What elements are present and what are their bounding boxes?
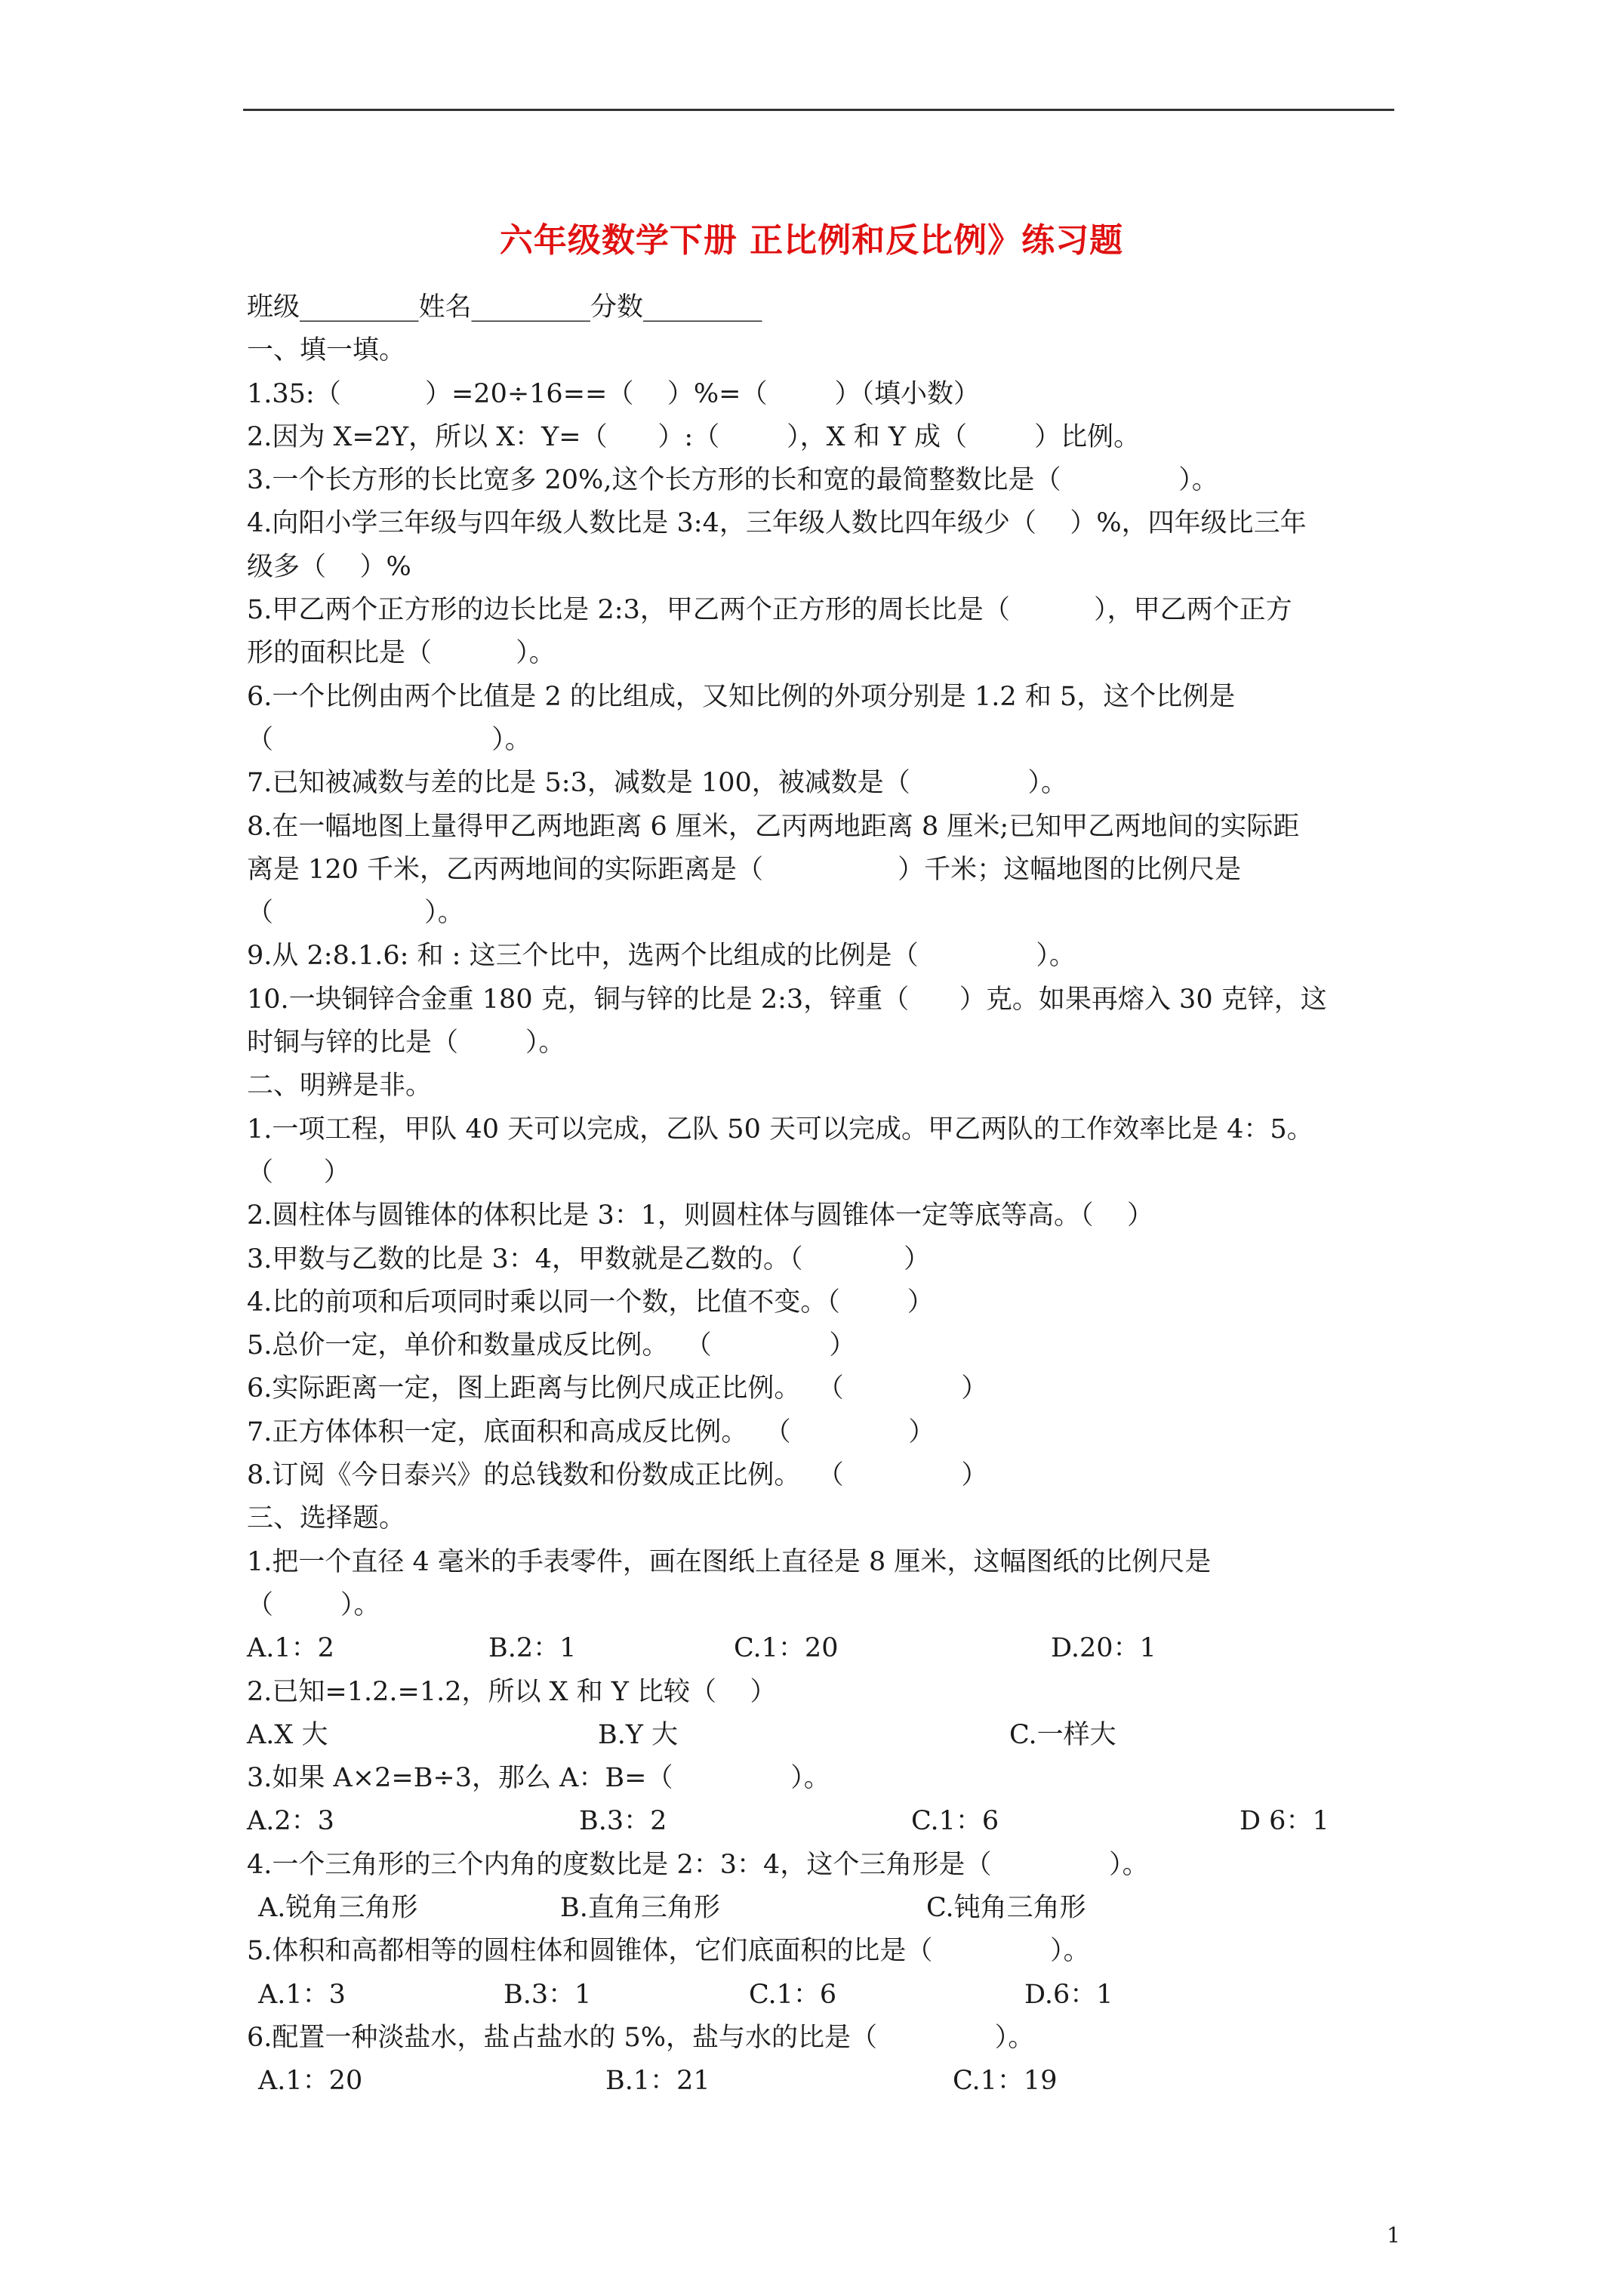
- question-2-7: 7.正方体体积一定，底面积和高成反比例。 （ ）: [247, 1416, 935, 1447]
- question-3-5-options: [247, 1974, 1397, 2017]
- question-1-6-cont: （ ）。: [247, 724, 531, 755]
- option-a: A.1：20: [258, 2066, 363, 2097]
- question-3-1-cont: （ ）。: [247, 1589, 380, 1620]
- document-body: [247, 286, 1397, 2103]
- question-3-6-options: [247, 2060, 1397, 2103]
- question-3-4-options: [247, 1887, 1397, 1930]
- question-3-2: 2.已知=1.2.=1.2，所以 X 和 Y 比较（ ）: [247, 1676, 777, 1707]
- header-rule: [243, 109, 1394, 111]
- question-1-4: 4.向阳小学三年级与四年级人数比是 3:4，三年级人数比四年级少（ ）%，四年级比三年: [247, 508, 1307, 539]
- question-2-3: 3.甲数与乙数的比是 3：4，甲数就是乙数的。（ ）: [247, 1244, 931, 1274]
- page-number: 1: [1387, 2223, 1400, 2248]
- option-c: C.1：19: [953, 2066, 1058, 2097]
- question-3-1-options: [247, 1627, 1397, 1670]
- question-1-8-cont2: （ ）。: [247, 898, 464, 929]
- question-1-1: 1.35:（ ）=20÷16==（ ）%=（ ）（填小数）: [247, 378, 980, 409]
- section-heading-choice: 三、选择题。: [247, 1503, 406, 1534]
- question-1-2: 2.因为 X=2Y，所以 X：Y=（ ）:（ ），X 和 Y 成（ ）比例。: [247, 421, 1141, 452]
- question-3-3: 3.如果 A×2=B÷3，那么 A：B=（ ）。: [247, 1763, 830, 1794]
- question-2-1: 1.一项工程，甲队 40 天可以完成，乙队 50 天可以完成。甲乙两队的工作效率比是 4：5。: [247, 1114, 1313, 1145]
- question-3-3-options: [247, 1800, 1397, 1843]
- question-1-4-cont: 级多（ ）%: [247, 551, 411, 582]
- question-1-5-cont: 形的面积比是（ ）。: [247, 638, 556, 669]
- option-b: B.2：1: [488, 1633, 577, 1664]
- option-a: A.X 大: [247, 1719, 328, 1750]
- option-b: B.3：2: [579, 1806, 667, 1837]
- option-d: D 6：1: [1240, 1806, 1329, 1837]
- question-1-8-cont: 离是 120 千米，乙丙两地间的实际距离是（ ）千米；这幅地图的比例尺是: [247, 854, 1242, 885]
- question-3-1: 1.把一个直径 4 毫米的手表零件，画在图纸上直径是 8 厘米，这幅图纸的比例尺是: [247, 1546, 1212, 1577]
- option-d: D.20：1: [1051, 1633, 1156, 1664]
- option-a: A.1：3: [258, 1979, 346, 2010]
- question-3-5: 5.体积和高都相等的圆柱体和圆锥体，它们底面积的比是（ ）。: [247, 1936, 1090, 1967]
- question-1-10: 10.一块铜锌合金重 180 克，铜与锌的比是 2:3，锌重（ ）克。如果再熔入 30 克锌，这: [247, 984, 1327, 1015]
- question-1-5: 5.甲乙两个正方形的边长比是 2:3，甲乙两个正方形的周长比是（ ），甲乙两个正方: [247, 595, 1292, 626]
- question-3-4: 4.一个三角形的三个内角的度数比是 2：3：4，这个三角形是（ ）。: [247, 1849, 1149, 1880]
- option-c: C.1：6: [749, 1979, 837, 2010]
- question-1-10-cont: 时铜与锌的比是（ ）。: [247, 1028, 565, 1059]
- option-c: C.1：6: [911, 1806, 999, 1837]
- question-2-1-cont: （ ）: [247, 1157, 350, 1188]
- question-1-9: 9.从 2:8.1.6: 和 : 这三个比中，选两个比组成的比例是（ ）。: [247, 941, 1076, 972]
- question-1-3: 3.一个长方形的长比宽多 20%,这个长方形的长和宽的最简整数比是（ ）。: [247, 465, 1218, 496]
- question-3-6: 6.配置一种淡盐水，盐占盐水的 5%，盐与水的比是（ ）。: [247, 2022, 1035, 2053]
- question-1-8: 8.在一幅地图上量得甲乙两地距离 6 厘米，乙丙两地距离 8 厘米;已知甲乙两地间的实际距: [247, 811, 1300, 842]
- question-1-6: 6.一个比例由两个比值是 2 的比组成，又知比例的外项分别是 1.2 和 5，这个比例是: [247, 681, 1236, 712]
- option-a: A.锐角三角形: [258, 1892, 418, 1923]
- option-a: A.1：2: [247, 1633, 334, 1664]
- question-2-4: 4.比的前项和后项同时乘以同一个数，比值不变。（ ）: [247, 1287, 934, 1318]
- option-b: B.Y 大: [598, 1719, 679, 1750]
- question-2-5: 5.总价一定，单价和数量成反比例。 （ ）: [247, 1330, 856, 1361]
- option-b: B.1：21: [605, 2066, 710, 2097]
- option-b: B.3：1: [504, 1979, 592, 2010]
- option-c: C.1：20: [734, 1633, 839, 1664]
- option-c: C.一样大: [1009, 1719, 1116, 1750]
- question-3-2-options: [247, 1714, 1397, 1757]
- question-2-8: 8.订阅《今日泰兴》的总钱数和份数成正比例。 （ ）: [247, 1460, 988, 1491]
- option-b: B.直角三角形: [560, 1892, 720, 1923]
- question-2-6: 6.实际距离一定，图上距离与比例尺成正比例。 （ ）: [247, 1373, 988, 1404]
- section-heading-true-false: 二、明辨是非。: [247, 1071, 433, 1102]
- option-c: C.钝角三角形: [926, 1892, 1086, 1923]
- question-1-7: 7.已知被减数与差的比是 5:3，减数是 100，被减数是（ ）。: [247, 768, 1068, 799]
- student-info-line: 班级_________姓名_________分数_________: [247, 292, 762, 322]
- document-title: 六年级数学下册 正比例和反比例》练习题: [499, 221, 1124, 260]
- option-d: D.6：1: [1024, 1979, 1113, 2010]
- question-2-2: 2.圆柱体与圆锥体的体积比是 3：1，则圆柱体与圆锥体一定等底等高。（ ）: [247, 1200, 1154, 1231]
- option-a: A.2：3: [247, 1806, 334, 1837]
- section-heading-fill: 一、填一填。: [247, 335, 406, 366]
